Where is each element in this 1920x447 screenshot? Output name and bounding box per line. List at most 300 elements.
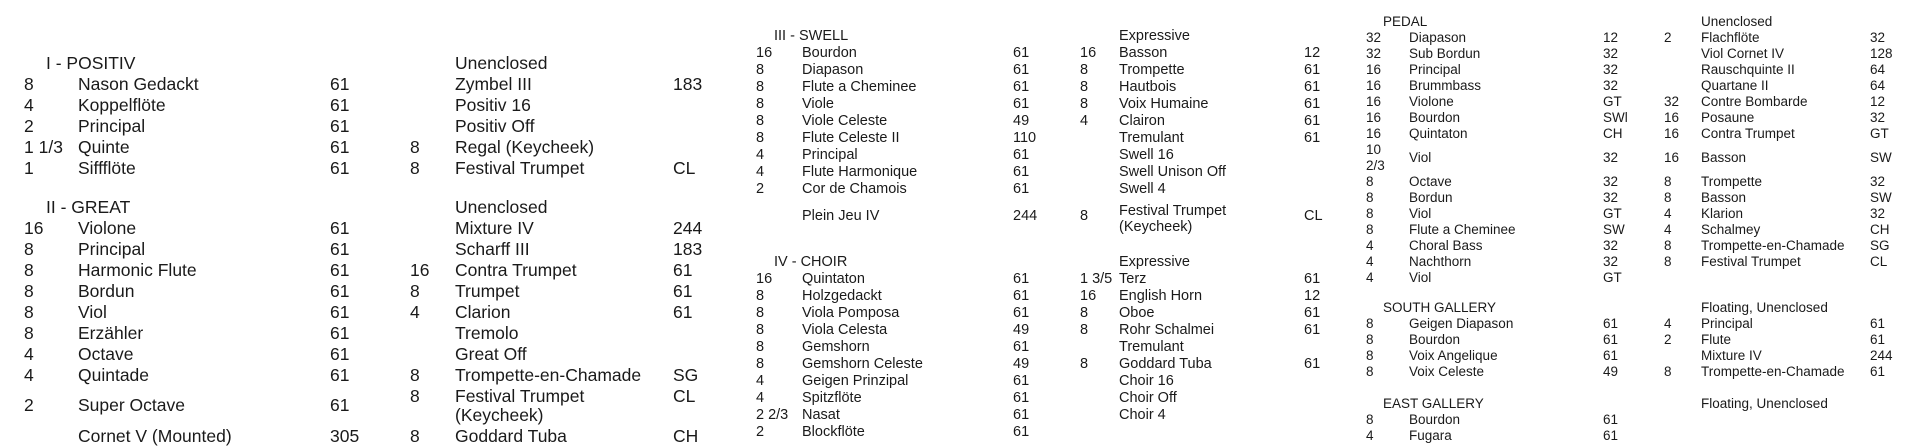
stop-pipes: 61	[1304, 62, 1321, 78]
stop-pipes: 61	[1603, 348, 1619, 363]
stop-pitch: 8	[410, 426, 420, 446]
stop-name: Clairon	[1119, 113, 1165, 129]
stop-pipes: 61	[673, 281, 693, 301]
stop-pitch: 8	[24, 260, 34, 280]
stop-name: Viol	[78, 302, 107, 322]
stop-pitch: 8	[756, 113, 765, 129]
stop-pipes: 128	[1870, 46, 1893, 61]
stop-pipes: 61	[1013, 147, 1030, 163]
stop-pitch: 4	[1664, 206, 1672, 221]
stop-pipes: 183	[673, 74, 703, 94]
stop-name: Flute Harmonique	[802, 164, 918, 180]
stop-name: Holzgedackt	[802, 288, 882, 304]
stop-name: Viol Cornet IV	[1701, 46, 1785, 61]
stop-pipes: 32	[1603, 150, 1619, 165]
stop-name: Choral Bass	[1409, 238, 1483, 253]
stop-pipes: 49	[1013, 113, 1030, 129]
stop-pipes: 61	[1013, 424, 1030, 440]
stop-name: Voix Angelique	[1409, 348, 1498, 363]
stop-pipes: 32	[1603, 174, 1619, 189]
division-header: III - SWELL	[774, 28, 849, 44]
stop-pitch: 8	[24, 302, 34, 322]
stop-pitch: 8	[1080, 208, 1089, 224]
stop-pitch: 2	[24, 116, 34, 136]
stop-name: Brummbass	[1409, 78, 1482, 93]
stop-pipes: 61	[330, 323, 350, 343]
stop-pitch: 8	[1366, 412, 1374, 427]
stop-pitch: 1	[24, 158, 34, 178]
stop-pitch: 8	[410, 365, 420, 385]
stop-pipes: SW	[1603, 222, 1625, 237]
stop-name: Quintade	[78, 365, 150, 385]
stop-name: Voix Celeste	[1409, 364, 1485, 379]
stop-pitch: 8	[1080, 305, 1089, 321]
stop-pipes: CH	[673, 426, 699, 446]
stop-name: Viola Celesta	[802, 322, 888, 338]
stop-name: Schalmey	[1701, 222, 1761, 237]
stop-pipes: 61	[1304, 79, 1321, 95]
section-header: Unenclosed	[455, 53, 548, 73]
stop-name: Klarion	[1701, 206, 1744, 221]
stop-pipes: 61	[330, 395, 350, 415]
stop-pitch: 1 3/5	[1080, 271, 1113, 287]
stop-name: Festival Trumpet	[1119, 203, 1227, 219]
stop-name: Bourdon	[1409, 110, 1461, 125]
section-header: Expressive	[1119, 254, 1190, 270]
stop-name: Regal (Keycheek)	[455, 137, 595, 157]
stop-pitch: 4	[756, 164, 765, 180]
stop-pipes: 61	[1304, 305, 1321, 321]
stop-pitch: 16	[1664, 126, 1680, 141]
stop-pipes: 61	[1304, 96, 1321, 112]
stop-pipes: 305	[330, 426, 360, 446]
stop-pitch: 8	[410, 281, 420, 301]
stop-name: Terz	[1119, 271, 1147, 287]
stop-pitch: 10	[1366, 142, 1382, 157]
stop-pipes: 61	[330, 74, 350, 94]
stop-name: Swell Unison Off	[1119, 164, 1226, 180]
stop-pipes: 61	[1013, 62, 1030, 78]
stop-name: Cornet V (Mounted)	[78, 426, 232, 446]
stop-name: Positiv 16	[455, 95, 531, 115]
stop-pitch: 2	[756, 181, 765, 197]
stop-pipes: CL	[673, 386, 696, 406]
stop-pitch: 16	[410, 260, 430, 280]
division-header: SOUTH GALLERY	[1383, 300, 1497, 315]
stop-pitch: 8	[1366, 206, 1374, 221]
section-header: Expressive	[1119, 28, 1190, 44]
stop-pipes: 49	[1603, 364, 1619, 379]
stop-pitch: 4	[756, 373, 765, 389]
stop-name: Contre Bombarde	[1701, 94, 1808, 109]
stop-name: Choir Off	[1119, 390, 1177, 406]
stop-pipes: 32	[1603, 190, 1619, 205]
stop-pipes: 49	[1013, 356, 1030, 372]
stop-name: Trompette-en-Chamade	[1701, 238, 1845, 253]
stop-pipes: 32	[1603, 46, 1619, 61]
stop-pitch: 4	[1366, 270, 1374, 285]
division-header: I - POSITIV	[46, 53, 136, 73]
stop-name: Festival Trumpet	[455, 158, 585, 178]
stop-name: Quintaton	[1409, 126, 1468, 141]
stop-pitch: 8	[24, 323, 34, 343]
stop-name: Quartane II	[1701, 78, 1769, 93]
stop-pitch: 4	[1080, 113, 1089, 129]
stop-pipes: 61	[1013, 164, 1030, 180]
stop-pipes: 32	[1603, 254, 1619, 269]
stop-name: Viol	[1409, 150, 1432, 165]
stop-name: Choir 4	[1119, 407, 1166, 423]
stop-pipes: 32	[1603, 238, 1619, 253]
stop-pipes: 244	[673, 218, 703, 238]
stop-name: Trumpet	[455, 281, 520, 301]
stop-name: Viola Pomposa	[802, 305, 900, 321]
stop-name: Diapason	[802, 62, 864, 78]
stop-pitch: 8	[1664, 190, 1672, 205]
stop-pitch: 4	[1366, 238, 1374, 253]
section-header: Unenclosed	[1701, 14, 1773, 29]
stop-name: Bourdon	[802, 45, 857, 61]
stop-pipes: 61	[330, 95, 350, 115]
stop-pitch: 8	[1366, 174, 1374, 189]
stop-pitch: 8	[756, 79, 765, 95]
stop-name: Viole Celeste	[802, 113, 888, 129]
stop-pitch: 8	[410, 137, 420, 157]
stop-pitch: 4	[756, 390, 765, 406]
stop-name: (Keycheek)	[455, 405, 544, 425]
stop-pitch: 16	[1366, 78, 1382, 93]
stop-pipes: 61	[1013, 390, 1030, 406]
stop-pitch: 8	[756, 356, 765, 372]
stop-pitch: 8	[24, 74, 34, 94]
stop-pitch: 8	[1664, 238, 1672, 253]
division-header: II - GREAT	[46, 197, 131, 217]
stop-name: Scharff III	[455, 239, 530, 259]
stop-name: Spitzflöte	[802, 390, 862, 406]
stop-pipes: 61	[1603, 332, 1619, 347]
stop-pitch: 2	[1664, 30, 1672, 45]
stop-pitch: 8	[756, 96, 765, 112]
stop-name: Flute a Cheminee	[1409, 222, 1516, 237]
stop-name: Super Octave	[78, 395, 185, 415]
stop-pipes: 61	[330, 365, 350, 385]
stop-pipes: 61	[1603, 428, 1619, 443]
stop-pitch: 16	[1080, 288, 1097, 304]
stop-name: Flute	[1701, 332, 1732, 347]
stop-pipes: 61	[1013, 181, 1030, 197]
stop-pipes: SWl	[1603, 110, 1628, 125]
stop-pipes: 32	[1870, 174, 1886, 189]
stop-pipes: 61	[1013, 373, 1030, 389]
stop-name: Goddard Tuba	[455, 426, 567, 446]
stop-pipes: CL	[673, 158, 696, 178]
stop-name: Clarion	[455, 302, 511, 322]
stop-pipes: 32	[1603, 78, 1619, 93]
stop-pitch: 32	[1366, 30, 1382, 45]
stop-name: Swell 4	[1119, 181, 1166, 197]
stop-pitch: 16	[756, 45, 773, 61]
stop-pipes: 64	[1870, 62, 1886, 77]
stop-name: Tremulant	[1119, 130, 1184, 146]
stop-pipes: 61	[1013, 407, 1030, 423]
stop-pitch: 8	[1080, 79, 1089, 95]
stop-pipes: GT	[1603, 206, 1622, 221]
stop-name: Posaune	[1701, 110, 1755, 125]
stop-name: Principal	[1409, 62, 1461, 77]
stop-pipes: 61	[1870, 316, 1886, 331]
stop-pitch: 32	[1664, 94, 1680, 109]
stop-pitch: 8	[1080, 356, 1089, 372]
stop-name: Oboe	[1119, 305, 1155, 321]
stop-name: Contra Trumpet	[455, 260, 577, 280]
section-header: Floating, Unenclosed	[1701, 300, 1828, 315]
stop-name: Mixture IV	[455, 218, 534, 238]
stop-pipes: 61	[330, 260, 350, 280]
stop-name: Bordun	[1409, 190, 1453, 205]
stop-pitch: 4	[756, 147, 765, 163]
stop-pipes: 61	[1304, 271, 1321, 287]
division-header: IV - CHOIR	[774, 254, 848, 270]
stop-pitch: 8	[756, 130, 765, 146]
stop-pitch: 4	[24, 95, 34, 115]
stop-name: Quinte	[78, 137, 130, 157]
stop-name: Festival Trumpet	[1701, 254, 1801, 269]
stop-pitch-fraction: 2/3	[1366, 158, 1385, 173]
stop-name: Principal	[1701, 316, 1753, 331]
stop-pipes: 61	[1304, 356, 1321, 372]
stop-pitch: 8	[1080, 96, 1089, 112]
stop-pipes: 244	[1870, 348, 1893, 363]
stop-pitch: 4	[1366, 254, 1374, 269]
stop-name: Goddard Tuba	[1119, 356, 1212, 372]
stop-name: Bordun	[78, 281, 135, 301]
stop-pitch: 8	[756, 305, 765, 321]
stop-pitch: 8	[1366, 222, 1374, 237]
stop-name: Sub Bordun	[1409, 46, 1481, 61]
stop-name: Contra Trumpet	[1701, 126, 1795, 141]
stop-pipes: GT	[1603, 270, 1622, 285]
stop-name: Mixture IV	[1701, 348, 1762, 363]
stop-pitch: 8	[1366, 348, 1374, 363]
stop-pipes: 244	[1013, 208, 1038, 224]
stop-pitch: 2	[1664, 332, 1672, 347]
stop-pipes: 12	[1603, 30, 1619, 45]
stop-pitch: 4	[410, 302, 420, 322]
section-header: Unenclosed	[455, 197, 548, 217]
stop-name: Geigen Prinzipal	[802, 373, 909, 389]
stop-pipes: 61	[673, 302, 693, 322]
stop-name: Cor de Chamois	[802, 181, 907, 197]
stop-pipes: 32	[1870, 110, 1886, 125]
stop-pipes: 61	[1013, 271, 1030, 287]
stop-pitch: 8	[1366, 364, 1374, 379]
stop-pipes: CL	[1304, 208, 1323, 224]
stop-pipes: 61	[1013, 45, 1030, 61]
stop-name: Nachthorn	[1409, 254, 1472, 269]
stop-pitch: 1 1/3	[24, 137, 63, 157]
stop-pipes: 61	[1013, 339, 1030, 355]
stop-pipes: 61	[673, 260, 693, 280]
stop-pitch: 16	[1366, 110, 1382, 125]
stop-name: Flute a Cheminee	[802, 79, 917, 95]
stop-pitch: 8	[1366, 316, 1374, 331]
stop-pipes: 110	[1013, 130, 1037, 146]
stop-pitch: 8	[756, 288, 765, 304]
stop-name: Flute Celeste II	[802, 130, 900, 146]
stop-pipes: 183	[673, 239, 703, 259]
stop-name: Geigen Diapason	[1409, 316, 1514, 331]
stop-name: Tremolo	[455, 323, 519, 343]
stop-pipes: 32	[1870, 30, 1886, 45]
stop-name: Blockflöte	[802, 424, 865, 440]
stop-pipes: 61	[1603, 316, 1619, 331]
stop-pipes: 61	[1870, 332, 1886, 347]
stop-name: Principal	[802, 147, 858, 163]
stop-pitch: 16	[1664, 150, 1680, 165]
stop-name: Trompette-en-Chamade	[1701, 364, 1845, 379]
stop-pitch: 8	[1664, 254, 1672, 269]
division-header: PEDAL	[1383, 14, 1428, 29]
stop-pipes: SW	[1870, 190, 1892, 205]
stop-pipes: 61	[330, 137, 350, 157]
stop-pipes: 61	[330, 158, 350, 178]
stop-pitch: 4	[1664, 222, 1672, 237]
stop-pipes: 61	[1304, 130, 1321, 146]
stop-name: Hautbois	[1119, 79, 1177, 95]
stop-pipes: 61	[1013, 79, 1030, 95]
stop-name: Principal	[78, 116, 146, 136]
stop-name: Trompette-en-Chamade	[455, 365, 642, 385]
stop-pitch: 2 2/3	[756, 407, 789, 423]
stop-name: Positiv Off	[455, 116, 535, 136]
stop-name: Octave	[78, 344, 134, 364]
stop-name: Koppelflöte	[78, 95, 166, 115]
stop-pipes: 61	[330, 302, 350, 322]
stop-pipes: 61	[330, 281, 350, 301]
stop-name: Quintaton	[802, 271, 865, 287]
stop-name: Rohr Schalmei	[1119, 322, 1215, 338]
stop-name: English Horn	[1119, 288, 1203, 304]
stop-pipes: 61	[1013, 288, 1030, 304]
stop-pipes: SG	[673, 365, 699, 385]
stop-name: Nason Gedackt	[78, 74, 199, 94]
stop-name: Viol	[1409, 270, 1432, 285]
stop-pitch: 8	[1080, 62, 1089, 78]
stop-pipes: 32	[1870, 206, 1886, 221]
stop-name: Harmonic Flute	[78, 260, 197, 280]
stop-name: Choir 16	[1119, 373, 1174, 389]
stop-pitch: 32	[1366, 46, 1382, 61]
stop-pitch: 2	[756, 424, 765, 440]
stop-name: Trompette	[1119, 62, 1185, 78]
stop-pipes: 61	[330, 116, 350, 136]
stop-pipes: 32	[1603, 62, 1619, 77]
stop-pitch: 4	[1664, 316, 1672, 331]
stop-name: (Keycheek)	[1119, 219, 1193, 235]
stop-pipes: 12	[1304, 288, 1321, 304]
stop-pipes: 61	[1013, 96, 1030, 112]
stop-name: Voix Humaine	[1119, 96, 1209, 112]
stop-pipes: 64	[1870, 78, 1886, 93]
stop-pitch: 16	[1366, 62, 1382, 77]
stop-name: Nasat	[802, 407, 840, 423]
stop-name: Gemshorn	[802, 339, 870, 355]
stop-pitch: 4	[24, 365, 34, 385]
stop-pitch: 8	[1366, 190, 1374, 205]
stop-pipes: GT	[1603, 94, 1622, 109]
stop-pipes: 61	[1013, 305, 1030, 321]
stop-pipes: CH	[1870, 222, 1890, 237]
stop-pitch: 16	[1664, 110, 1680, 125]
stop-name: Diapason	[1409, 30, 1467, 45]
stop-name: Basson	[1119, 45, 1168, 61]
stop-pitch: 16	[1080, 45, 1097, 61]
stop-pitch: 8	[756, 62, 765, 78]
stop-name: Gemshorn Celeste	[802, 356, 923, 372]
stop-name: Viol	[1409, 206, 1432, 221]
stop-pipes: CL	[1870, 254, 1888, 269]
stop-pitch: 16	[1366, 126, 1382, 141]
section-header: Floating, Unenclosed	[1701, 396, 1828, 411]
stop-name: Bourdon	[1409, 412, 1461, 427]
stop-name: Violone	[78, 218, 137, 238]
stop-name: Octave	[1409, 174, 1452, 189]
stop-pipes: 61	[330, 218, 350, 238]
stop-name: Viole	[802, 96, 834, 112]
stop-pitch: 16	[24, 218, 44, 238]
stop-pipes: 49	[1013, 322, 1030, 338]
stop-pitch: 8	[1366, 332, 1374, 347]
stop-pipes: SG	[1870, 238, 1890, 253]
stop-name: Tremulant	[1119, 339, 1184, 355]
stop-name: Basson	[1701, 150, 1747, 165]
stop-pipes: 61	[1304, 322, 1321, 338]
stop-pipes: SW	[1870, 150, 1892, 165]
stop-pitch: 4	[1366, 428, 1374, 443]
stop-pitch: 8	[756, 339, 765, 355]
stop-name: Great Off	[455, 344, 527, 364]
stop-pitch: 8	[1080, 322, 1089, 338]
stop-name: Festival Trumpet	[455, 386, 585, 406]
stop-pipes: 61	[1603, 412, 1619, 427]
stop-pipes: 12	[1870, 94, 1886, 109]
division-header: EAST GALLERY	[1383, 396, 1484, 411]
stop-pipes: 12	[1304, 45, 1321, 61]
stop-name: Swell 16	[1119, 147, 1174, 163]
stop-pipes: 61	[1304, 113, 1321, 129]
stop-pitch: 8	[1664, 364, 1672, 379]
stop-pitch: 16	[756, 271, 773, 287]
stop-name: Fugara	[1409, 428, 1452, 443]
stop-pitch: 4	[24, 344, 34, 364]
stop-pitch: 8	[410, 158, 420, 178]
stop-pitch: 8	[24, 239, 34, 259]
stop-name: Violone	[1409, 94, 1454, 109]
stop-pipes: 61	[1870, 364, 1886, 379]
stop-name: Plein Jeu IV	[802, 208, 880, 224]
stop-name: Bourdon	[1409, 332, 1461, 347]
stop-pipes: CH	[1603, 126, 1623, 141]
stop-pipes: 61	[330, 239, 350, 259]
stop-name: Rauschquinte II	[1701, 62, 1795, 77]
stop-pitch: 8	[1664, 174, 1672, 189]
stop-name: Zymbel III	[455, 74, 532, 94]
stop-name: Erzähler	[78, 323, 144, 343]
stop-name: Trompette	[1701, 174, 1763, 189]
stop-name: Principal	[78, 239, 146, 259]
stop-name: Basson	[1701, 190, 1747, 205]
stop-pitch: 8	[410, 386, 420, 406]
